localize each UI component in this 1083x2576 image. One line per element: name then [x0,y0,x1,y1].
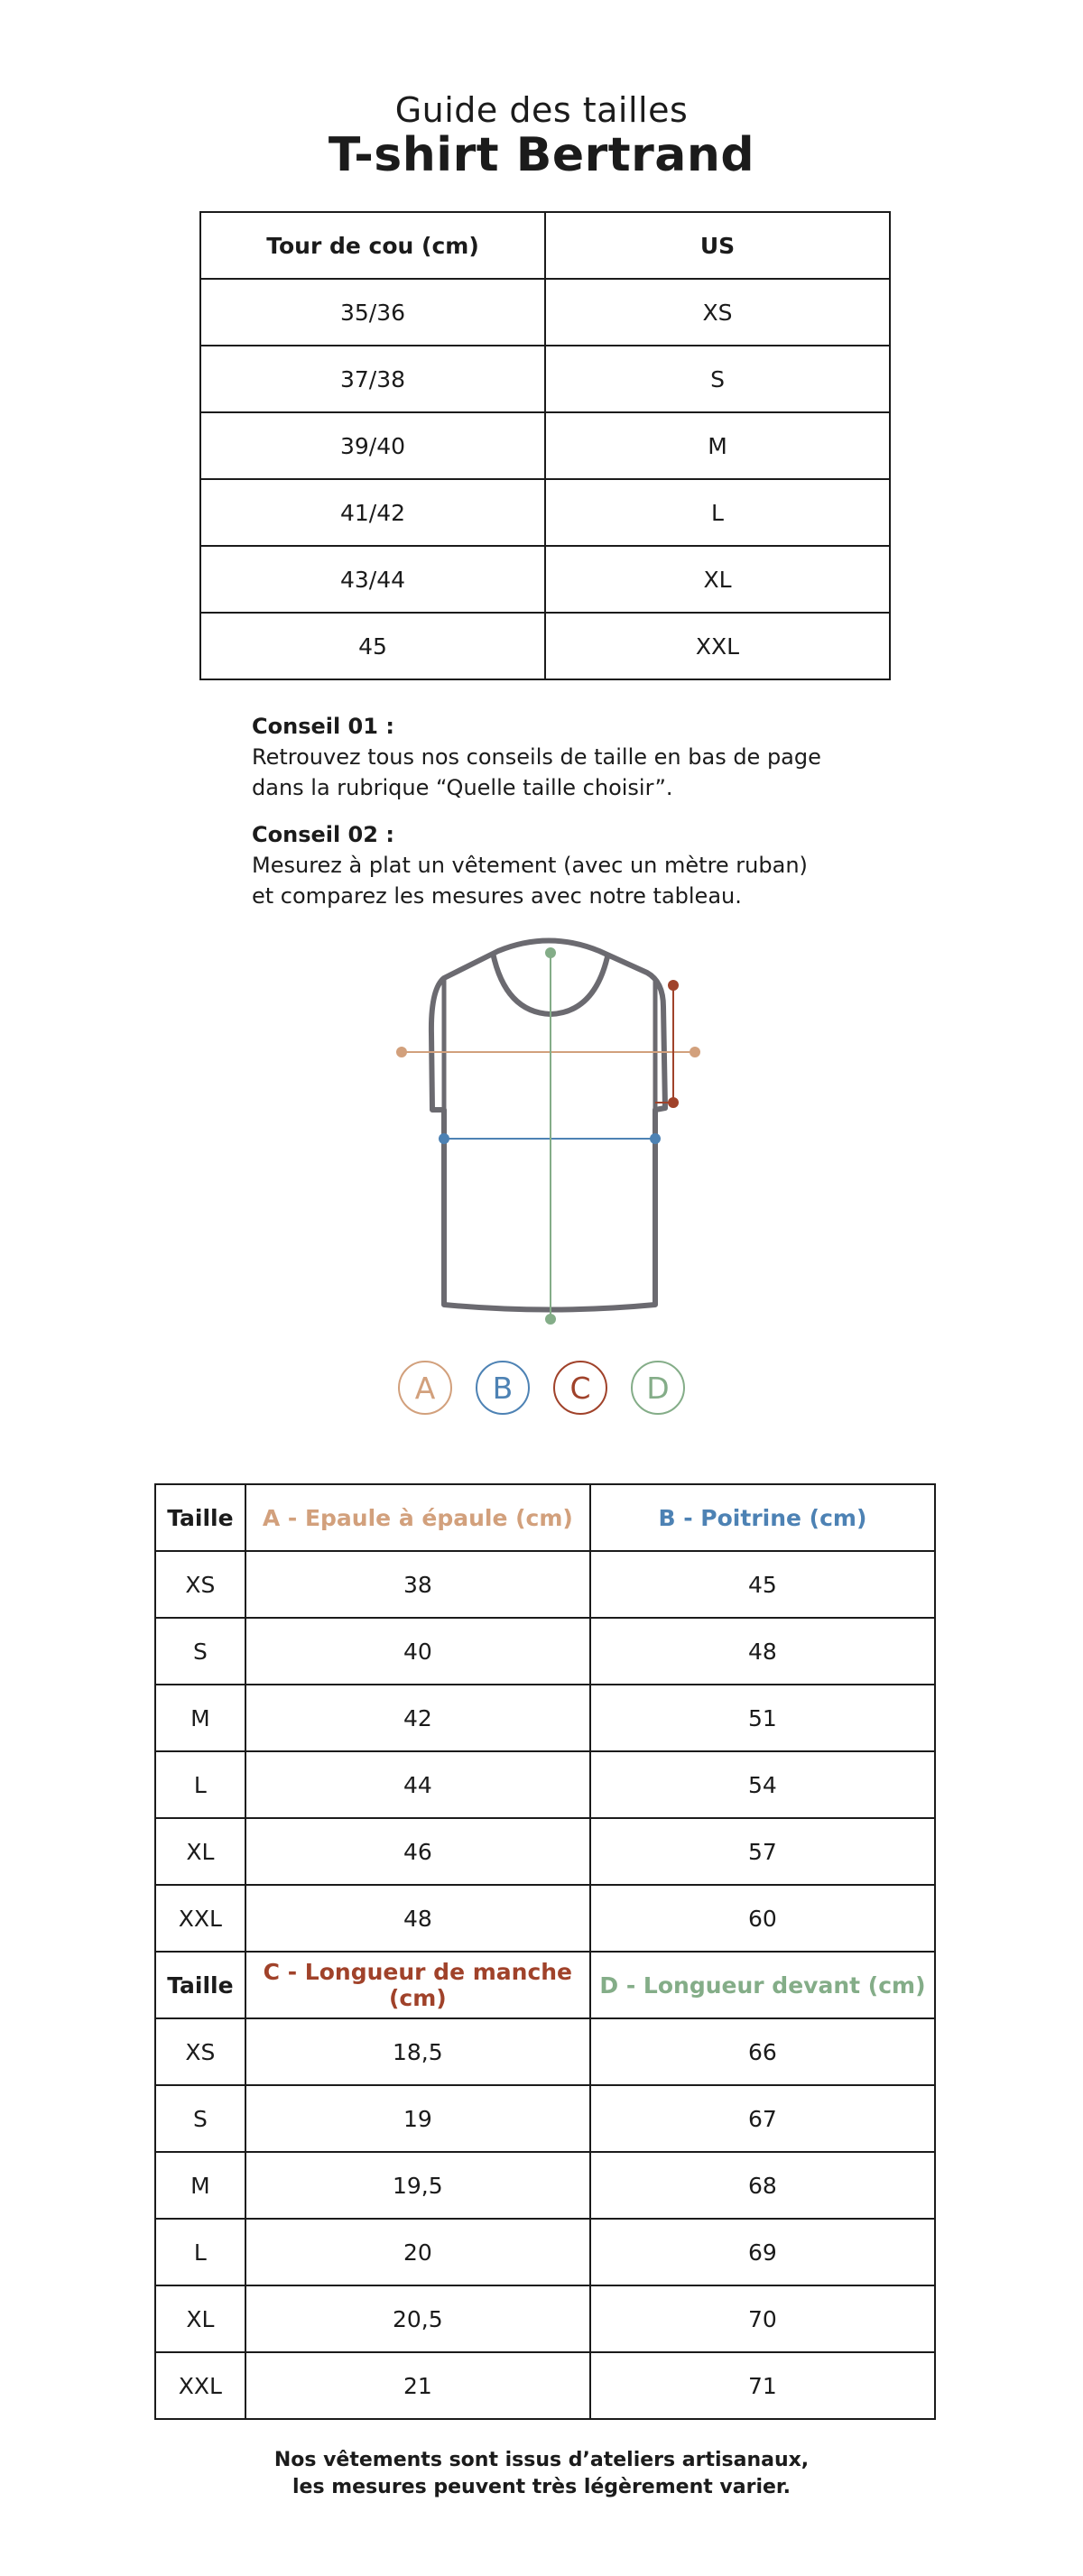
table-cell: 57 [590,1818,935,1885]
column-header: Tour de cou (cm) [200,212,545,279]
measure-c-point [668,980,679,991]
table-cell: 35/36 [200,279,545,346]
table-cell: 43/44 [200,546,545,613]
advice-line: et comparez les mesures avec notre tableau. [252,883,742,909]
table-row [200,346,890,412]
table-header-row [155,1952,935,2018]
advice-title: Conseil 01 : [252,714,394,739]
tshirt-outline [431,941,665,1310]
table-row [155,1818,935,1885]
table-row [155,2352,935,2419]
table-cell: 48 [245,1885,590,1952]
column-header-shoulder: A - Epaule à épaule (cm) [245,1484,590,1551]
product-name: T-shirt Bertrand [328,128,755,182]
table-cell: 51 [590,1685,935,1751]
table-header-row [200,212,890,279]
table-cell: 41/42 [200,479,545,546]
table-cell: 54 [590,1751,935,1818]
advice-line: Retrouvez tous nos conseils de taille en bas de page [252,744,821,770]
legend-c: C [553,1361,607,1415]
table-cell: 67 [590,2085,935,2152]
column-header-sleeve: C - Longueur de manche (cm) [245,1952,590,2018]
table-cell: 19,5 [245,2152,590,2219]
table-cell: 37/38 [200,346,545,412]
footer-line: Nos vêtements sont issus d’ateliers artisanaux, [273,2449,810,2471]
table-cell: XL [155,2285,245,2352]
table-row [200,546,890,613]
table-cell: M [545,412,890,479]
table-cell: XS [545,279,890,346]
table-row [200,412,890,479]
table-cell: L [155,1751,245,1818]
table-cell: 21 [245,2352,590,2419]
table-row [200,479,890,546]
column-header-size: Taille [155,1484,245,1551]
measure-b-point [650,1133,661,1144]
measurement-legend [0,1361,1083,1415]
measure-d-point [545,1314,556,1325]
table-cell: 45 [590,1551,935,1618]
table-row [155,2018,935,2085]
table-cell: 66 [590,2018,935,2085]
table-cell: XL [155,1818,245,1885]
measure-b-point [439,1133,449,1144]
table-row [155,2152,935,2219]
column-header: US [545,212,890,279]
table-cell: 60 [590,1885,935,1952]
table-cell: 40 [245,1618,590,1685]
table-cell: 48 [590,1618,935,1685]
footer-line: les mesures peuvent très légèrement varier. [292,2476,791,2498]
measurement-size-table [154,1483,936,2420]
table-row [155,1618,935,1685]
table-header-row [155,1484,935,1551]
table-cell: XS [155,1551,245,1618]
table-cell: 19 [245,2085,590,2152]
table-cell: 68 [590,2152,935,2219]
table-row [155,2085,935,2152]
measure-a-point [690,1047,700,1057]
advice-title: Conseil 02 : [252,822,394,847]
table-cell: L [155,2219,245,2285]
table-cell: 44 [245,1751,590,1818]
advice-line: Mesurez à plat un vêtement (avec un mètre ruban) [252,853,808,878]
table-row [200,613,890,679]
table-cell: 70 [590,2285,935,2352]
table-cell: XXL [545,613,890,679]
table-cell: 39/40 [200,412,545,479]
advice-block [252,819,884,911]
table-cell: 20,5 [245,2285,590,2352]
table-row [155,1751,935,1818]
table-row [155,2285,935,2352]
table-cell: 18,5 [245,2018,590,2085]
advice-line: dans la rubrique “Quelle taille choisir”. [252,775,673,800]
tshirt-measurement-diagram [379,935,713,1332]
table-cell: S [155,2085,245,2152]
legend-d: D [631,1361,685,1415]
measure-c-point [668,1097,679,1108]
table-cell: 38 [245,1551,590,1618]
table-row [155,1551,935,1618]
table-cell: XXL [155,2352,245,2419]
table-row [155,1885,935,1952]
legend-a: A [398,1361,452,1415]
table-row [200,279,890,346]
table-cell: 20 [245,2219,590,2285]
measure-a-point [396,1047,407,1057]
table-cell: XL [545,546,890,613]
table-cell: S [545,346,890,412]
table-row [155,2219,935,2285]
column-header-front-length: D - Longueur devant (cm) [590,1952,935,2018]
guide-title: Guide des tailles [394,90,689,130]
table-cell: XS [155,2018,245,2085]
table-cell: 45 [200,613,545,679]
table-cell: L [545,479,890,546]
table-cell: XXL [155,1885,245,1952]
legend-b: B [476,1361,530,1415]
measure-d-point [545,947,556,958]
column-header-chest: B - Poitrine (cm) [590,1484,935,1551]
table-cell: M [155,1685,245,1751]
column-header-size: Taille [155,1952,245,2018]
table-cell: M [155,2152,245,2219]
table-cell: 42 [245,1685,590,1751]
advice-block [252,711,884,803]
table-cell: 71 [590,2352,935,2419]
table-cell: S [155,1618,245,1685]
table-cell: 69 [590,2219,935,2285]
table-row [155,1685,935,1751]
neck-size-table [199,211,891,680]
table-cell: 46 [245,1818,590,1885]
footer-note [0,2447,1083,2501]
